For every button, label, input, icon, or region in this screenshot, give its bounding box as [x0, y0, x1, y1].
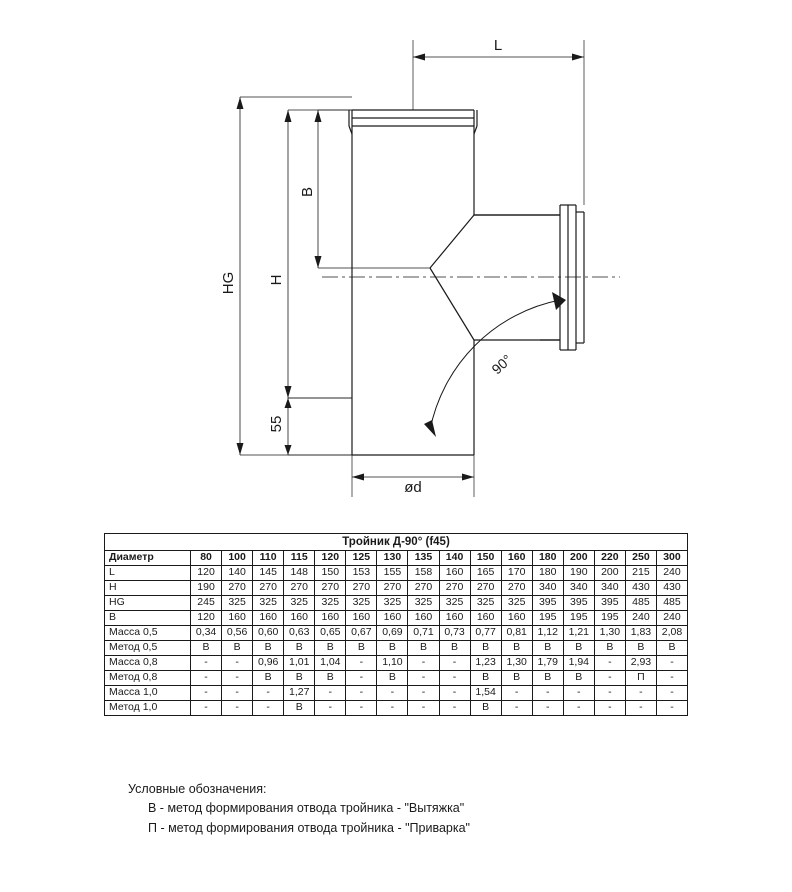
table-header-diameter: 125 [346, 551, 377, 566]
table-row-label: Метод 0,8 [105, 671, 191, 686]
table-cell: 325 [222, 596, 253, 611]
table-cell: 1,23 [470, 656, 501, 671]
table-cell: 1,83 [625, 626, 656, 641]
dim-label-B: B [299, 186, 316, 198]
table-cell: 270 [377, 581, 408, 596]
table-cell: - [594, 686, 625, 701]
table-cell: - [253, 701, 284, 716]
table-cell: В [656, 641, 687, 656]
table-cell: 240 [656, 566, 687, 581]
table-cell: - [563, 701, 594, 716]
table-cell: В [346, 641, 377, 656]
table-cell: - [222, 656, 253, 671]
table-cell: 430 [656, 581, 687, 596]
table-cell: 195 [532, 611, 563, 626]
table-cell: В [439, 641, 470, 656]
table-header-label: Диаметр [105, 551, 191, 566]
angle-arrow-upper [552, 292, 566, 310]
dim-label-HG: HG [220, 271, 237, 295]
table-cell: 155 [377, 566, 408, 581]
table-cell: - [594, 701, 625, 716]
table-cell: 160 [408, 611, 439, 626]
table-cell: 180 [532, 566, 563, 581]
table-cell: В [191, 641, 222, 656]
dim-label-angle: 90° [488, 351, 515, 378]
table-cell: 0,73 [439, 626, 470, 641]
table-row [105, 641, 688, 656]
table-cell: 2,93 [625, 656, 656, 671]
table-cell: - [346, 671, 377, 686]
table-cell: В [625, 641, 656, 656]
table-cell: 160 [470, 611, 501, 626]
table-cell: В [470, 671, 501, 686]
dim-L-arrow-right [572, 54, 584, 61]
table-cell: 1,30 [501, 656, 532, 671]
table-header-diameter: 80 [191, 551, 222, 566]
table-cell: - [315, 701, 346, 716]
dim-B-arrow-top [315, 110, 322, 122]
table-cell: 325 [253, 596, 284, 611]
dim-label-L: L [493, 37, 503, 54]
table-cell: - [346, 701, 377, 716]
angle-arrow-lower [424, 420, 436, 437]
table-cell: 270 [315, 581, 346, 596]
table-header-diameter: 160 [501, 551, 532, 566]
table-cell: - [191, 701, 222, 716]
table-cell: 0,34 [191, 626, 222, 641]
table-cell: 270 [253, 581, 284, 596]
table-row [105, 656, 688, 671]
table-cell: 0,96 [253, 656, 284, 671]
table-cell: - [625, 701, 656, 716]
table-row [105, 701, 688, 716]
table-cell: - [594, 671, 625, 686]
table-row-label: Масса 1,0 [105, 686, 191, 701]
table-row [105, 566, 688, 581]
legend-line-1: П - метод формирования отвода тройника - "Приварка" [148, 820, 470, 835]
table-cell: 200 [594, 566, 625, 581]
table-cell: - [594, 656, 625, 671]
table-cell: 325 [284, 596, 315, 611]
table-cell: В [284, 701, 315, 716]
table-cell: - [501, 701, 532, 716]
table-cell: 2,08 [656, 626, 687, 641]
table-cell: - [191, 671, 222, 686]
table-cell: 0,71 [408, 626, 439, 641]
table-header-row [105, 551, 688, 566]
table-cell: В [501, 671, 532, 686]
table-cell: 120 [191, 566, 222, 581]
table-cell: - [408, 686, 439, 701]
table-cell: 325 [346, 596, 377, 611]
table-row [105, 671, 688, 686]
table-cell: В [532, 671, 563, 686]
table-cell: В [284, 641, 315, 656]
table-cell: 1,21 [563, 626, 594, 641]
table-cell: 395 [594, 596, 625, 611]
branch-cone-lower [430, 268, 474, 340]
dim-label-55: 55 [268, 415, 285, 433]
branch-cone-upper [430, 215, 474, 268]
table-cell: - [408, 671, 439, 686]
table-cell: 240 [625, 611, 656, 626]
table-header-diameter: 200 [563, 551, 594, 566]
table-cell: 1,94 [563, 656, 594, 671]
table-header-diameter: 150 [470, 551, 501, 566]
table-header-diameter: 140 [439, 551, 470, 566]
table-header-diameter: 130 [377, 551, 408, 566]
table-cell: 190 [191, 581, 222, 596]
table-cell: - [377, 701, 408, 716]
table-header-diameter: 110 [253, 551, 284, 566]
dim-H-arrow-bottom [285, 386, 292, 398]
table-cell: - [656, 701, 687, 716]
table-cell: 325 [315, 596, 346, 611]
table-cell: 270 [346, 581, 377, 596]
table-cell: 340 [594, 581, 625, 596]
table-cell: 0,56 [222, 626, 253, 641]
table-row-label: L [105, 566, 191, 581]
specification-table-wrap [104, 533, 688, 716]
table-cell: 153 [346, 566, 377, 581]
table-cell: 270 [439, 581, 470, 596]
table-cell: 140 [222, 566, 253, 581]
table-cell: В [315, 641, 346, 656]
table-cell: 0,67 [346, 626, 377, 641]
table-header-diameter: 100 [222, 551, 253, 566]
table-cell: 160 [253, 611, 284, 626]
table-cell: 325 [408, 596, 439, 611]
table-row-label: B [105, 611, 191, 626]
table-cell: 1,27 [284, 686, 315, 701]
table-cell: 195 [563, 611, 594, 626]
table-title-row [105, 534, 688, 551]
dim-d-arrow-right [462, 474, 474, 481]
table-cell: В [253, 641, 284, 656]
table-cell: 485 [625, 596, 656, 611]
table-cell: - [625, 686, 656, 701]
table-cell: - [656, 686, 687, 701]
table-cell: 1,54 [470, 686, 501, 701]
dim-H-arrow-top [285, 110, 292, 122]
table-row-label: HG [105, 596, 191, 611]
table-header-diameter: 300 [656, 551, 687, 566]
table-cell: 1,12 [532, 626, 563, 641]
table-row [105, 626, 688, 641]
table-cell: В [470, 641, 501, 656]
table-cell: В [563, 671, 594, 686]
table-cell: 325 [439, 596, 470, 611]
legend [104, 780, 744, 838]
table-cell: - [191, 656, 222, 671]
dim-L-arrow-left [413, 54, 425, 61]
legend-line-0: В - метод формирования отвода тройника - "Вытяжка" [148, 801, 465, 816]
dim-label-H: H [268, 274, 285, 286]
table-cell: - [346, 656, 377, 671]
table-cell: 240 [656, 611, 687, 626]
specification-table [104, 533, 688, 716]
table-cell: В [284, 671, 315, 686]
dim-d-arrow-left [352, 474, 364, 481]
table-cell: - [439, 686, 470, 701]
table-row [105, 581, 688, 596]
table-cell: - [377, 686, 408, 701]
table-cell: 160 [222, 611, 253, 626]
table-cell: - [532, 701, 563, 716]
table-cell: В [470, 701, 501, 716]
table-cell: 160 [315, 611, 346, 626]
table-cell: В [408, 641, 439, 656]
table-cell: 0,65 [315, 626, 346, 641]
table-cell: 215 [625, 566, 656, 581]
table-row-label: Масса 0,8 [105, 656, 191, 671]
table-cell: 325 [377, 596, 408, 611]
table-cell: В [501, 641, 532, 656]
table-cell: - [346, 686, 377, 701]
table-cell: 430 [625, 581, 656, 596]
table-cell: 158 [408, 566, 439, 581]
table-cell: 245 [191, 596, 222, 611]
table-cell: 145 [253, 566, 284, 581]
table-cell: 1,10 [377, 656, 408, 671]
table-cell: В [377, 671, 408, 686]
table-cell: 0,60 [253, 626, 284, 641]
table-cell: 160 [439, 611, 470, 626]
dim-label-phi-d: ød [404, 479, 422, 496]
table-cell: - [222, 671, 253, 686]
table-cell: 160 [439, 566, 470, 581]
table-cell: 160 [377, 611, 408, 626]
table-cell: 340 [532, 581, 563, 596]
table-cell: - [656, 671, 687, 686]
table-row-label: Метод 0,5 [105, 641, 191, 656]
table-cell: В [222, 641, 253, 656]
table-cell: - [439, 701, 470, 716]
table-header-diameter: 250 [625, 551, 656, 566]
table-cell: 395 [563, 596, 594, 611]
table-cell: - [439, 656, 470, 671]
table-cell: 270 [222, 581, 253, 596]
legend-title: Условные обозначения: [128, 782, 267, 796]
table-cell: 120 [191, 611, 222, 626]
table-row-label: H [105, 581, 191, 596]
dim-HG-arrow-top [237, 97, 244, 109]
table-cell: В [532, 641, 563, 656]
table-cell: - [222, 686, 253, 701]
table-cell: 0,77 [470, 626, 501, 641]
table-cell: 270 [408, 581, 439, 596]
table-title: Тройник Д-90° (f45) [105, 534, 688, 551]
dim-B-arrow-bottom [315, 256, 322, 268]
table-cell: 0,69 [377, 626, 408, 641]
table-cell: - [501, 686, 532, 701]
table-row [105, 596, 688, 611]
table-row [105, 686, 688, 701]
table-cell: - [408, 656, 439, 671]
table-cell: В [253, 671, 284, 686]
table-header-diameter: 135 [408, 551, 439, 566]
table-row-label: Масса 0,5 [105, 626, 191, 641]
table-cell: 165 [470, 566, 501, 581]
table-cell: 1,79 [532, 656, 563, 671]
table-row [105, 611, 688, 626]
table-cell: - [253, 686, 284, 701]
table-cell: В [563, 641, 594, 656]
table-cell: 0,63 [284, 626, 315, 641]
table-header-diameter: 220 [594, 551, 625, 566]
table-cell: - [222, 701, 253, 716]
table-cell: - [191, 686, 222, 701]
dim-HG-arrow-bottom [237, 443, 244, 455]
table-cell: 1,01 [284, 656, 315, 671]
table-cell: 340 [563, 581, 594, 596]
table-cell: В [594, 641, 625, 656]
dim-55-arrow-top [285, 398, 292, 408]
table-cell: 1,04 [315, 656, 346, 671]
table-cell: - [315, 686, 346, 701]
table-cell: В [315, 671, 346, 686]
table-cell: 1,30 [594, 626, 625, 641]
table-cell: П [625, 671, 656, 686]
table-header-diameter: 180 [532, 551, 563, 566]
table-header-diameter: 120 [315, 551, 346, 566]
table-cell: - [532, 686, 563, 701]
table-cell: 270 [501, 581, 532, 596]
table-cell: 0,81 [501, 626, 532, 641]
table-cell: - [439, 671, 470, 686]
table-cell: 270 [470, 581, 501, 596]
table-cell: 195 [594, 611, 625, 626]
table-cell: 485 [656, 596, 687, 611]
table-cell: 170 [501, 566, 532, 581]
table-cell: 150 [315, 566, 346, 581]
table-row-label: Метод 1,0 [105, 701, 191, 716]
table-cell: 270 [284, 581, 315, 596]
table-cell: - [408, 701, 439, 716]
table-cell: 325 [470, 596, 501, 611]
table-cell: 160 [284, 611, 315, 626]
table-cell: 395 [532, 596, 563, 611]
dim-55-arrow-bottom [285, 445, 292, 455]
table-cell: 148 [284, 566, 315, 581]
table-cell: - [656, 656, 687, 671]
table-cell: - [563, 686, 594, 701]
table-cell: 190 [563, 566, 594, 581]
table-cell: 325 [501, 596, 532, 611]
table-cell: 160 [501, 611, 532, 626]
table-cell: В [377, 641, 408, 656]
table-header-diameter: 115 [284, 551, 315, 566]
table-cell: 160 [346, 611, 377, 626]
